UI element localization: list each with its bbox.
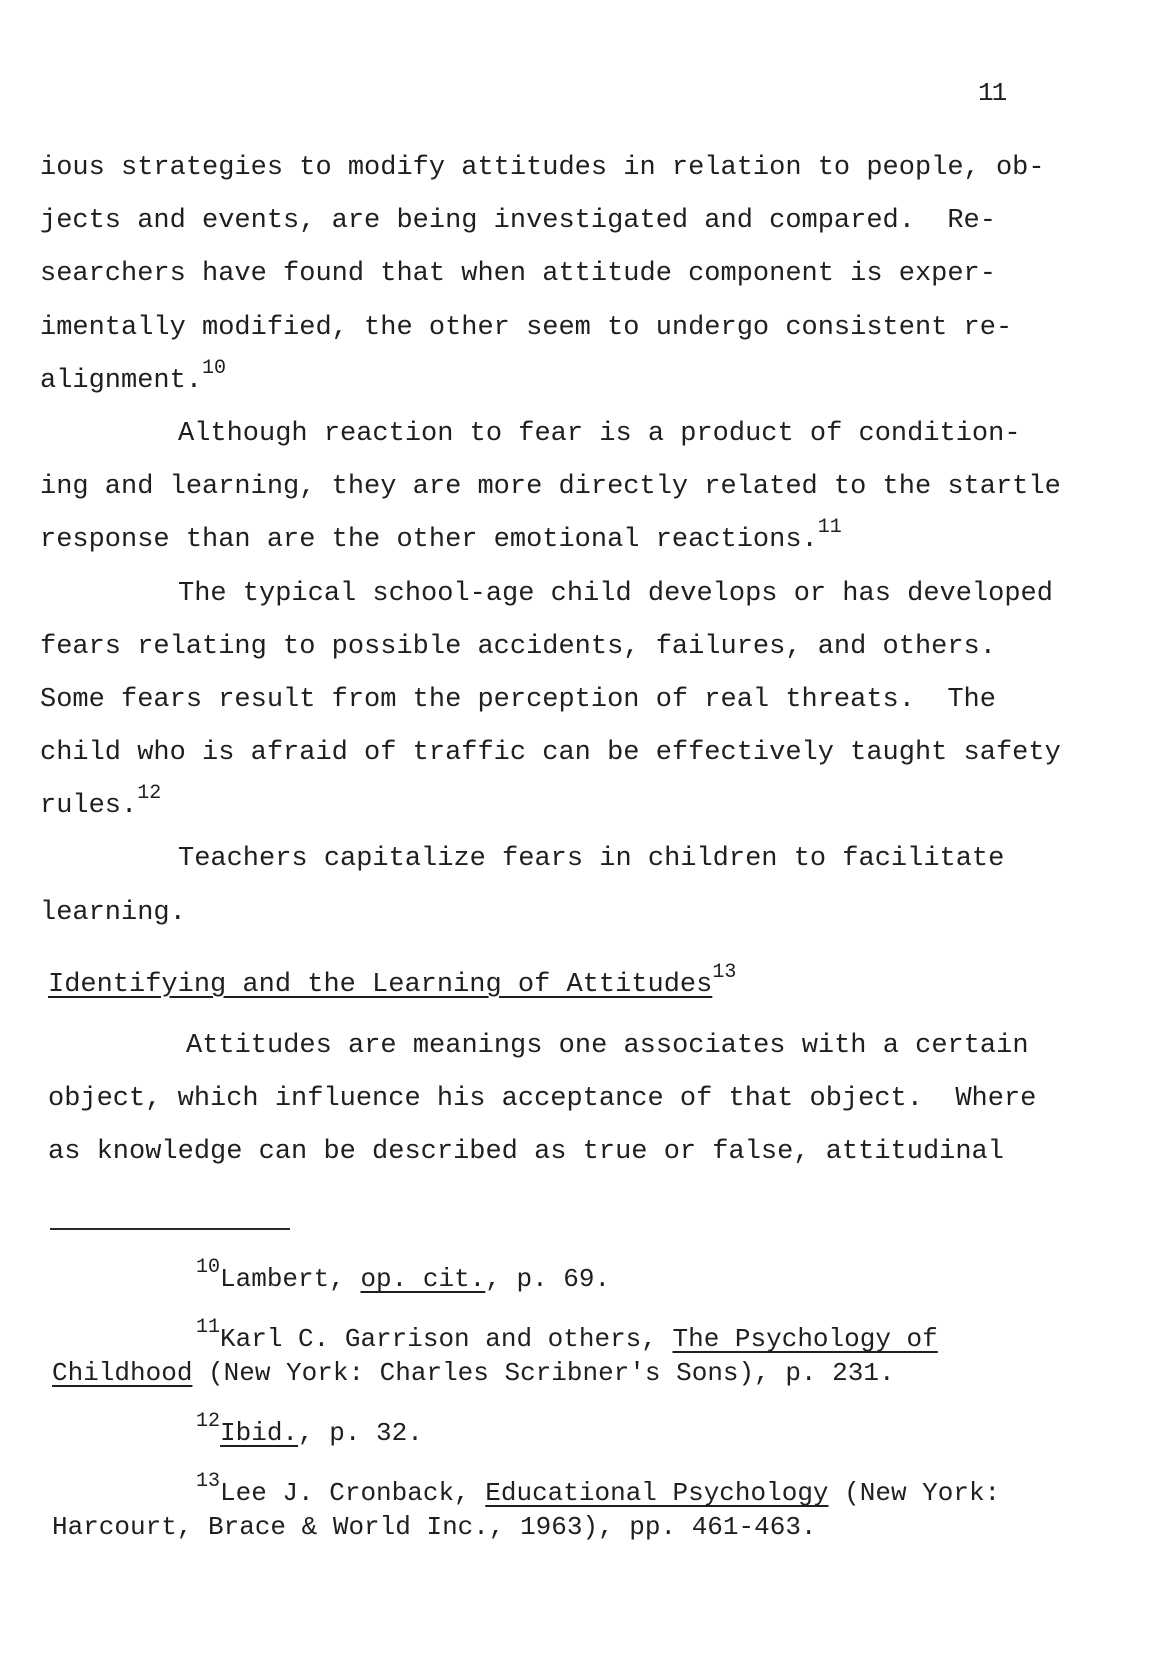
footnote-text: , p. 32. — [298, 1418, 423, 1448]
footnote-text: Lambert, — [220, 1264, 361, 1294]
text-line: ious strategies to modify attitudes in relation to people, ob- — [40, 153, 1045, 183]
footnote-ref: 11 — [817, 516, 842, 540]
footnote-citation: op. cit. — [360, 1264, 486, 1294]
text-line — [40, 780, 1050, 833]
footnote-text: Lee J. Cronback, — [220, 1478, 486, 1508]
text-line: imentally modified, the other seem to undergo consistent re- — [40, 312, 1013, 343]
text-fragment: alignment. — [40, 365, 203, 396]
footnote-number: 10 — [196, 1256, 221, 1279]
text-line: child who is afraid of traffic can be effectively taught safety — [40, 738, 1061, 769]
footnote-10 — [52, 1256, 1112, 1296]
footnote-ref: 10 — [202, 356, 227, 380]
footnote-citation: The Psychology of — [672, 1324, 938, 1354]
footnote-number: 11 — [196, 1316, 221, 1339]
footnote-13 — [52, 1470, 1112, 1510]
heading-text: Identifying and the Learning of Attitudes — [48, 970, 713, 1000]
footnote-11 — [52, 1316, 1112, 1356]
footnote-ref: 13 — [712, 961, 737, 984]
footnote-divider — [50, 1228, 290, 1230]
text-line: Teachers capitalize fears in children to facilitate — [178, 844, 1005, 875]
footnote-text: (New York: Charles Scribner's Sons), p. 231. — [192, 1358, 895, 1388]
text-line: jects and events, are being investigated and compared. Re- — [40, 206, 996, 237]
text-line — [40, 514, 1050, 567]
text-line: Some fears result from the perception of real threats. The — [40, 684, 996, 715]
footnote-citation: Ibid. — [220, 1418, 299, 1448]
text-line: object, which influence his acceptance of that object. Where — [48, 1084, 1037, 1115]
footnote-text: Karl C. Garrison and others, — [220, 1324, 673, 1354]
body-text — [40, 142, 1061, 940]
footnote-citation: Childhood — [52, 1358, 193, 1388]
page-number: 11 — [978, 78, 1006, 108]
footnote-11-line2 — [52, 1356, 1112, 1390]
text-line — [40, 355, 1050, 408]
footnote-ref: 12 — [137, 782, 162, 806]
text-line: The typical school-age child develops or has developed — [178, 578, 1053, 609]
body-text-continued — [48, 1020, 1058, 1180]
footnotes — [52, 1256, 1112, 1544]
text-line: Attitudes are meanings one associates with a certain — [186, 1031, 1029, 1061]
text-fragment: rules. — [40, 791, 138, 822]
text-fragment: response than are the other emotional reactions. — [40, 525, 818, 556]
footnote-citation: Educational Psychology — [485, 1478, 829, 1508]
section-heading — [48, 961, 737, 1000]
text-line: searchers have found that when attitude component is exper- — [40, 259, 996, 290]
text-line: learning. — [40, 897, 186, 928]
text-line: Although reaction to fear is a product of condition- — [178, 418, 1021, 449]
text-line: fears relating to possible accidents, failures, and others. — [40, 631, 996, 662]
footnote-text: (New York: — [828, 1478, 1001, 1508]
text-line: as knowledge can be described as true or false, attitudinal — [48, 1137, 1004, 1168]
footnote-12 — [52, 1410, 1112, 1450]
footnote-text: , p. 69. — [485, 1264, 611, 1294]
footnote-13-line2: Harcourt, Brace & World Inc., 1963), pp. 461-463. — [52, 1512, 817, 1542]
text-line: ing and learning, they are more directly related to the startle — [40, 472, 1061, 503]
footnote-number: 12 — [196, 1410, 221, 1433]
footnote-number: 13 — [196, 1470, 221, 1493]
